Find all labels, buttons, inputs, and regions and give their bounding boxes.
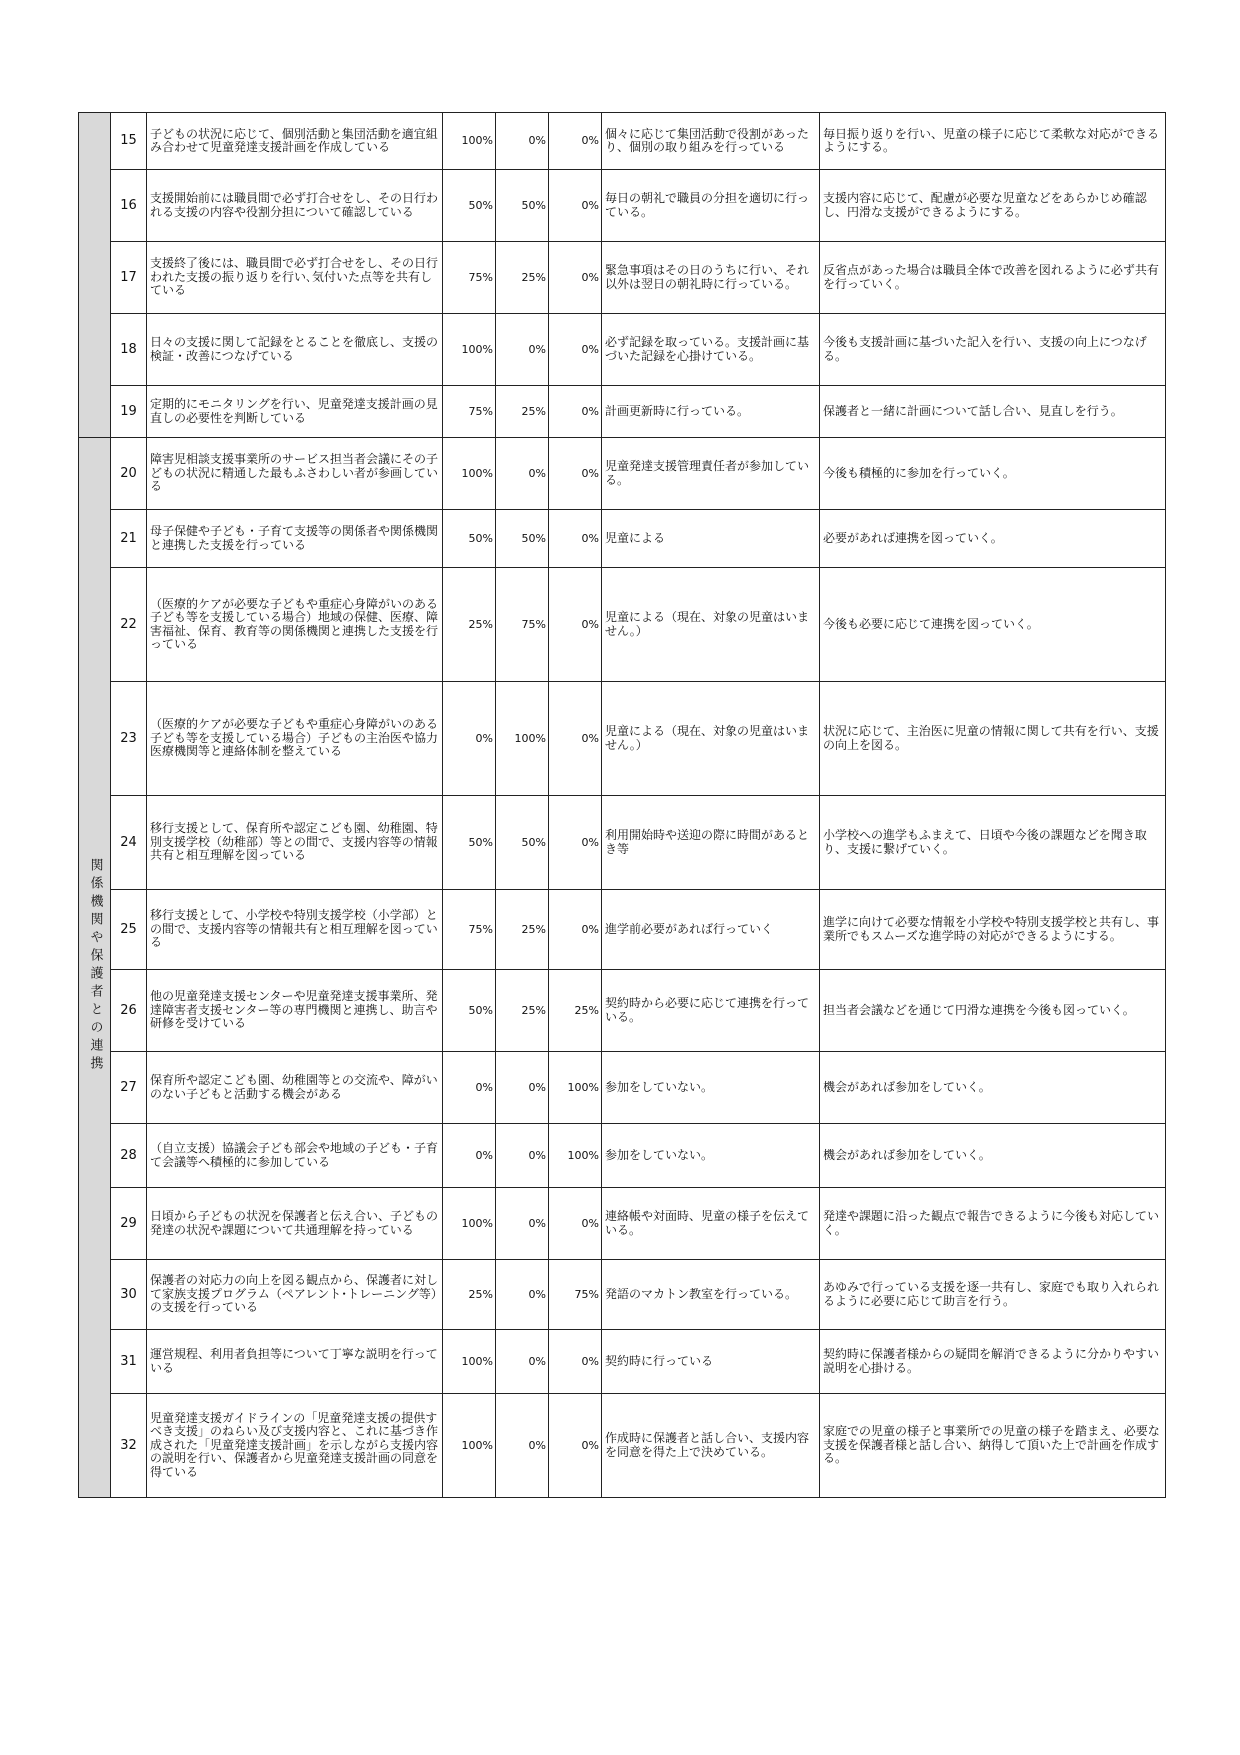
row-status-text: 児童による (602, 510, 820, 568)
row-mid-percent: 0% (496, 1052, 549, 1124)
row-plan-text: 今後も支援計画に基づいた記入を行い、支援の向上につなげる。 (820, 314, 1166, 386)
row-plan-text: 必要があれば連携を図っていく。 (820, 510, 1166, 568)
row-no-percent: 0% (549, 1394, 602, 1498)
row-no-percent: 0% (549, 386, 602, 438)
row-plan-text: 担当者会議などを通じて円滑な連携を今後も図っていく。 (820, 970, 1166, 1052)
row-plan-text: 今後も積極的に参加を行っていく。 (820, 438, 1166, 510)
row-status-text: 児童による（現在、対象の児童はいません。） (602, 568, 820, 682)
row-no-percent: 0% (549, 170, 602, 242)
row-no-percent: 25% (549, 970, 602, 1052)
table-row (79, 1330, 1166, 1394)
table-body (79, 113, 1166, 1498)
row-yes-percent: 100% (443, 1330, 496, 1394)
row-item-text: （医療的ケアが必要な子どもや重症心身障がいのある子ども等を支援している場合）子どもの主治医や協力医療機関等と連絡体制を整えている (147, 682, 443, 796)
row-item-text: 児童発達支援ガイドラインの「児童発達支援の提供すべき支援」のねらい及び支援内容と、これに基づき作成された「児童発達支援計画」を示しながら支援内容の説明を行い、保護者から児童発達支援計画の同意を得ている (147, 1394, 443, 1498)
row-item-text: 運営規程、利用者負担等について丁寧な説明を行っている (147, 1330, 443, 1394)
table-row (79, 970, 1166, 1052)
table-row (79, 682, 1166, 796)
row-item-text: 日頃から子どもの状況を保護者と伝え合い、子どもの発達の状況や課題について共通理解を持っている (147, 1188, 443, 1260)
row-item-text: （自立支援）協議会子ども部会や地域の子ども・子育て会議等へ積極的に参加している (147, 1124, 443, 1188)
row-yes-percent: 100% (443, 1188, 496, 1260)
row-item-text: 移行支援として、小学校や特別支援学校（小学部）との間で、支援内容等の情報共有と相互理解を図っている (147, 890, 443, 970)
row-status-text: 計画更新時に行っている。 (602, 386, 820, 438)
row-mid-percent: 0% (496, 1124, 549, 1188)
row-item-text: 支援終了後には、職員間で必ず打合せをし、その日行われた支援の振り返りを行い､気付いた点等を共有している (147, 242, 443, 314)
row-yes-percent: 0% (443, 682, 496, 796)
row-item-text: 障害児相談支援事業所のサービス担当者会議にその子どもの状況に精通した最もふさわしい者が参画している (147, 438, 443, 510)
row-no-percent: 0% (549, 1188, 602, 1260)
row-no-percent: 0% (549, 438, 602, 510)
row-no-percent: 0% (549, 796, 602, 890)
row-plan-text: 家庭での児童の様子と事業所での児童の様子を踏まえ、必要な支援を保護者様と話し合い、納得して頂いた上で計画を作成する。 (820, 1394, 1166, 1498)
row-no-percent: 0% (549, 568, 602, 682)
table-row (79, 1394, 1166, 1498)
table-row (79, 1052, 1166, 1124)
row-status-text: 参加をしていない。 (602, 1124, 820, 1188)
row-number: 28 (111, 1124, 147, 1188)
row-number: 22 (111, 568, 147, 682)
row-mid-percent: 0% (496, 438, 549, 510)
row-yes-percent: 100% (443, 1394, 496, 1498)
row-item-text: 子どもの状況に応じて、個別活動と集団活動を適宜組み合わせて児童発達支援計画を作成している (147, 113, 443, 170)
row-item-text: 保護者の対応力の向上を図る観点から、保護者に対して家族支援プログラム（ペアレント･トレーニング等）の支援を行っている (147, 1260, 443, 1330)
row-number: 25 (111, 890, 147, 970)
row-plan-text: 機会があれば参加をしていく。 (820, 1124, 1166, 1188)
row-status-text: 毎日の朝礼で職員の分担を適切に行っている。 (602, 170, 820, 242)
row-item-text: 日々の支援に関して記録をとることを徹底し、支援の検証・改善につなげている (147, 314, 443, 386)
category-cell-cooperation (79, 438, 111, 1498)
row-status-text: 参加をしていない。 (602, 1052, 820, 1124)
row-no-percent: 0% (549, 314, 602, 386)
row-yes-percent: 75% (443, 890, 496, 970)
row-item-text: 保育所や認定こども園、幼稚園等との交流や、障がいのない子どもと活動する機会がある (147, 1052, 443, 1124)
row-mid-percent: 100% (496, 682, 549, 796)
row-plan-text: 小学校への進学もふまえて、日頃や今後の課題などを聞き取り、支援に繋げていく。 (820, 796, 1166, 890)
row-number: 20 (111, 438, 147, 510)
row-mid-percent: 0% (496, 1394, 549, 1498)
row-status-text: 契約時に行っている (602, 1330, 820, 1394)
row-yes-percent: 50% (443, 170, 496, 242)
row-status-text: 必ず記録を取っている。支援計画に基づいた記録を心掛けている。 (602, 314, 820, 386)
row-status-text: 作成時に保護者と話し合い、支援内容を同意を得た上で決めている。 (602, 1394, 820, 1498)
table-row (79, 242, 1166, 314)
row-plan-text: 状況に応じて、主治医に児童の情報に関して共有を行い、支援の向上を図る。 (820, 682, 1166, 796)
row-status-text: 利用開始時や送迎の際に時間があるとき等 (602, 796, 820, 890)
row-number: 18 (111, 314, 147, 386)
row-item-text: （医療的ケアが必要な子どもや重症心身障がいのある子ども等を支援している場合）地域の保健、医療、障害福祉、保育、教育等の関係機関と連携した支援を行っている (147, 568, 443, 682)
row-number: 29 (111, 1188, 147, 1260)
row-item-text: 支援開始前には職員間で必ず打合せをし、その日行われる支援の内容や役割分担について確認している (147, 170, 443, 242)
row-plan-text: あゆみで行っている支援を逐一共有し、家庭でも取り入れられるように必要に応じて助言を行う。 (820, 1260, 1166, 1330)
row-plan-text: 保護者と一緒に計画について話し合い、見直しを行う。 (820, 386, 1166, 438)
row-mid-percent: 25% (496, 242, 549, 314)
table-row (79, 890, 1166, 970)
row-yes-percent: 50% (443, 510, 496, 568)
row-yes-percent: 0% (443, 1052, 496, 1124)
row-number: 23 (111, 682, 147, 796)
row-yes-percent: 100% (443, 314, 496, 386)
row-plan-text: 毎日振り返りを行い、児童の様子に応じて柔軟な対応ができるようにする。 (820, 113, 1166, 170)
row-no-percent: 0% (549, 682, 602, 796)
table-row (79, 1260, 1166, 1330)
row-no-percent: 0% (549, 242, 602, 314)
row-plan-text: 進学に向けて必要な情報を小学校や特別支援学校と共有し、事業所でもスムーズな進学時の対応ができるようにする。 (820, 890, 1166, 970)
row-yes-percent: 100% (443, 113, 496, 170)
row-yes-percent: 75% (443, 242, 496, 314)
row-status-text: 緊急事項はその日のうちに行い、それ以外は翌日の朝礼時に行っている。 (602, 242, 820, 314)
row-status-text: 連絡帳や対面時、児童の様子を伝えている。 (602, 1188, 820, 1260)
row-yes-percent: 75% (443, 386, 496, 438)
row-status-text: 個々に応じて集団活動で役割があったり、個別の取り組みを行っている (602, 113, 820, 170)
table-row (79, 568, 1166, 682)
row-mid-percent: 0% (496, 1260, 549, 1330)
table-row (79, 1188, 1166, 1260)
row-mid-percent: 75% (496, 568, 549, 682)
row-status-text: 児童発達支援管理責任者が参加している。 (602, 438, 820, 510)
row-no-percent: 0% (549, 890, 602, 970)
row-number: 21 (111, 510, 147, 568)
category-label: 関係機関や保護者との連携 (87, 857, 103, 1074)
row-yes-percent: 25% (443, 1260, 496, 1330)
row-plan-text: 機会があれば参加をしていく。 (820, 1052, 1166, 1124)
row-status-text: 契約時から必要に応じて連携を行っている。 (602, 970, 820, 1052)
row-mid-percent: 50% (496, 796, 549, 890)
table-row (79, 796, 1166, 890)
row-plan-text: 発達や課題に沿った観点で報告できるように今後も対応していく。 (820, 1188, 1166, 1260)
row-no-percent: 100% (549, 1052, 602, 1124)
row-number: 32 (111, 1394, 147, 1498)
row-number: 19 (111, 386, 147, 438)
row-mid-percent: 0% (496, 1330, 549, 1394)
category-cell-upper (79, 113, 111, 438)
table-row (79, 386, 1166, 438)
row-item-text: 他の児童発達支援センターや児童発達支援事業所、発達障害者支援センター等の専門機関と連携し、助言や研修を受けている (147, 970, 443, 1052)
row-yes-percent: 0% (443, 1124, 496, 1188)
row-item-text: 移行支援として、保育所や認定こども園、幼稚園、特別支援学校（幼稚部）等との間で、支援内容等の情報共有と相互理解を図っている (147, 796, 443, 890)
row-mid-percent: 25% (496, 386, 549, 438)
table-row (79, 438, 1166, 510)
row-status-text: 児童による（現在、対象の児童はいません。） (602, 682, 820, 796)
row-mid-percent: 25% (496, 890, 549, 970)
table-row (79, 510, 1166, 568)
table-row (79, 1124, 1166, 1188)
table-row (79, 314, 1166, 386)
row-status-text: 進学前必要があれば行っていく (602, 890, 820, 970)
row-no-percent: 0% (549, 510, 602, 568)
row-no-percent: 100% (549, 1124, 602, 1188)
row-yes-percent: 50% (443, 970, 496, 1052)
row-number: 30 (111, 1260, 147, 1330)
row-yes-percent: 100% (443, 438, 496, 510)
evaluation-table (78, 112, 1166, 1498)
row-number: 24 (111, 796, 147, 890)
row-number: 15 (111, 113, 147, 170)
evaluation-sheet (78, 112, 1165, 1498)
row-yes-percent: 50% (443, 796, 496, 890)
row-mid-percent: 0% (496, 314, 549, 386)
row-mid-percent: 50% (496, 170, 549, 242)
row-plan-text: 支援内容に応じて、配慮が必要な児童などをあらかじめ確認し、円滑な支援ができるようにする。 (820, 170, 1166, 242)
table-row (79, 113, 1166, 170)
row-no-percent: 0% (549, 113, 602, 170)
row-mid-percent: 50% (496, 510, 549, 568)
row-yes-percent: 25% (443, 568, 496, 682)
row-number: 27 (111, 1052, 147, 1124)
row-mid-percent: 0% (496, 113, 549, 170)
table-row (79, 170, 1166, 242)
row-number: 26 (111, 970, 147, 1052)
row-plan-text: 今後も必要に応じて連携を図っていく。 (820, 568, 1166, 682)
row-item-text: 母子保健や子ども・子育て支援等の関係者や関係機関と連携した支援を行っている (147, 510, 443, 568)
row-no-percent: 75% (549, 1260, 602, 1330)
row-status-text: 発語のマカトン教室を行っている。 (602, 1260, 820, 1330)
row-number: 31 (111, 1330, 147, 1394)
row-number: 16 (111, 170, 147, 242)
row-number: 17 (111, 242, 147, 314)
row-mid-percent: 25% (496, 970, 549, 1052)
row-mid-percent: 0% (496, 1188, 549, 1260)
row-plan-text: 反省点があった場合は職員全体で改善を図れるように必ず共有を行っていく。 (820, 242, 1166, 314)
row-plan-text: 契約時に保護者様からの疑問を解消できるように分かりやすい説明を心掛ける。 (820, 1330, 1166, 1394)
row-no-percent: 0% (549, 1330, 602, 1394)
row-item-text: 定期的にモニタリングを行い、児童発達支援計画の見直しの必要性を判断している (147, 386, 443, 438)
